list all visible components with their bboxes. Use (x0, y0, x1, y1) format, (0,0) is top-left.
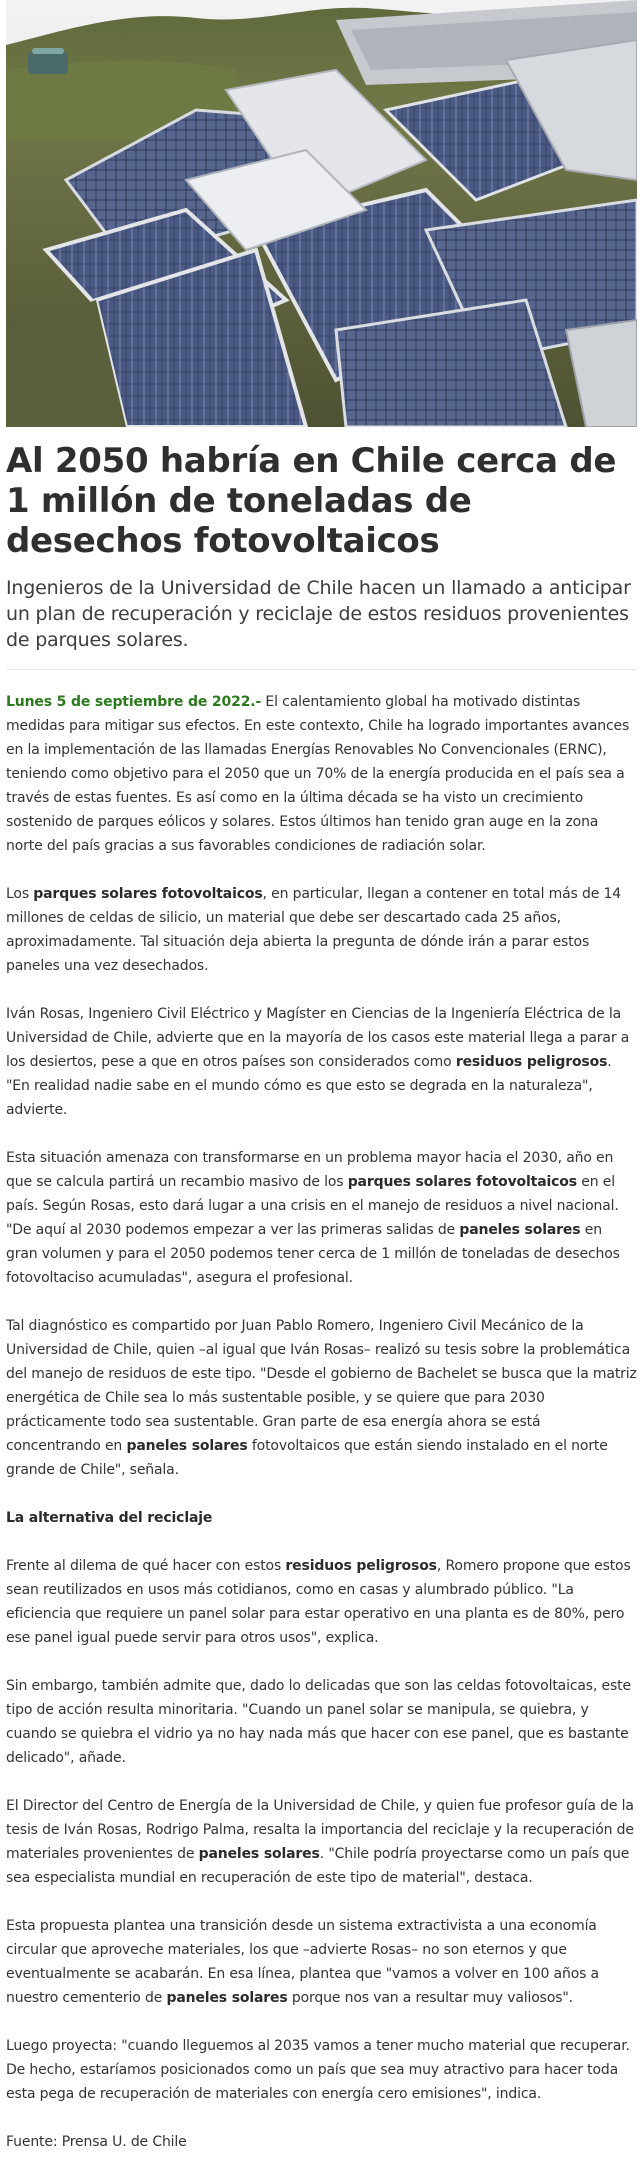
paragraph-text: El Director del Centro de Energía de la Universidad de Chile, y quien fue profesor guía de la tesis de Iván Rosas, Rodrigo Palma, resalta la importancia del reciclaje y la recuperación de materiales provenientes de (6, 1798, 634, 1862)
solar-panels-illustration (6, 0, 637, 427)
keyword: residuos peligrosos (285, 1558, 437, 1574)
paragraph-text: en gran volumen y para el 2050 podemos tener cerca de 1 millón de toneladas de desechos fotovoltaciso acumuladas", asegura el profesional. (6, 1222, 620, 1286)
paragraph-4 (6, 1146, 637, 1290)
paragraph-text: , en particular, llegan a contener en total más de 14 millones de celdas de silicio, un material que debe ser descartado cada 25 años, aproximadamente. Tal situación deja abierta la pregunta de dónde irán a parar estos paneles una vez desechados. (6, 886, 621, 974)
paragraph-8 (6, 1794, 637, 1890)
paragraph-9 (6, 1914, 637, 2010)
paragraph-text: Los (6, 886, 34, 902)
paragraph-1 (6, 690, 637, 858)
paragraph-text: en el país. Según Rosas, esto dará lugar a una crisis en el manejo de residuos a nivel nacional. "De aquí al 2030 podemos empezar a ver las primeras salidas de (6, 1174, 619, 1238)
paragraph-text: porque nos van a resultar muy valiosos". (287, 1990, 573, 2006)
keyword: paneles solares (198, 1846, 320, 1862)
paragraph-text: . "Chile podría proyectarse como un país que sea especialista mundial en recuperación de este tipo de material", destaca. (6, 1846, 630, 1886)
article-source: Fuente: Prensa U. de Chile (6, 2134, 187, 2150)
keyword: parques solares fotovoltaicos (347, 1174, 577, 1190)
article-subtitle: Ingenieros de la Universidad de Chile hacen un llamado a anticipar un plan de recuperación y reciclaje de estos residuos provenientes de parques solares. (6, 577, 631, 651)
paragraph-text: Frente al dilema de qué hacer con estos (6, 1558, 286, 1574)
article-date: Lunes 5 de septiembre de 2022.- (6, 694, 262, 710)
paragraph-text: Iván Rosas, Ingeniero Civil Eléctrico y Magíster en Ciencias de la Ingeniería Eléctrica de la Universidad de Chile, advierte que en la mayoría de los casos este material llega a parar a los desiertos, pese a que en otros países son considerados como (6, 1006, 630, 1070)
paragraph-text: El calentamiento global ha motivado distintas medidas para mitigar sus efectos. En este contexto, Chile ha logrado importantes avances en la implementación de las llamadas Energías Renovables No Convencionales (ERNC), teniendo como objetivo para el 2050 que un 70% de la energía producida en el país sea a través de estas fuentes. Es así como en la última década se ha visto un crecimiento sostenido de parques eólicos y solares. Estos últimos han tenido gran auge en la zona norte del país gracias a sus favorables condiciones de radiación solar. (6, 694, 630, 854)
page-title: Al 2050 habría en Chile cerca de 1 millón de toneladas de desechos fotovoltaicos (6, 441, 617, 561)
paragraph-10: Luego proyecta: "cuando lleguemos al 2035 vamos a tener mucho material que recuperar. De hecho, estaríamos posicionados como un país que sea muy atractivo para hacer toda esta pega de recuperación de materiales con energía cero emisiones", indica. (6, 2038, 630, 2102)
keyword: paneles solares (459, 1222, 581, 1238)
paragraph-text: , Romero propone que estos sean reutilizados en usos más cotidianos, como en casas y alumbrado público. "La eficiencia que requiere un panel solar para estar operativo en una planta es de 80%, pero ese panel igual puede servir para otros usos", explica. (6, 1558, 631, 1646)
paragraph-text: Tal diagnóstico es compartido por Juan Pablo Romero, Ingeniero Civil Mecánico de la Universidad de Chile, quien –al igual que Iván Rosas– realizó su tesis sobre la problemática del manejo de residuos de este tipo. "Desde el gobierno de Bachelet se busca que la matriz energética de Chile sea lo más sustentable posible, y se quiere que para 2030 prácticamente todo sea sustentable. Gran parte de esa energía ahora se está concentrando en (6, 1318, 637, 1454)
paragraph-7: Sin embargo, también admite que, dado lo delicadas que son las celdas fotovoltaicas, este tipo de acción resulta minoritaria. "Cuando un panel solar se manipula, se quiebra, y cuando se quiebra el vidrio ya no hay nada más que hacer con ese panel, que es bastante delicado", añade. (6, 1678, 631, 1766)
paragraph-2 (6, 882, 637, 978)
article-body (6, 690, 637, 2178)
paragraph-text: Esta situación amenaza con transformarse en un problema mayor hacia el 2030, año en que se calcula partirá un recambio masivo de los (6, 1150, 614, 1190)
keyword: paneles solares (126, 1438, 248, 1454)
section-heading: La alternativa del reciclaje (6, 1510, 213, 1526)
hero-image (6, 0, 637, 427)
paragraph-6 (6, 1554, 637, 1650)
paragraph-text: Esta propuesta plantea una transición desde un sistema extractivista a una economía circular que aproveche materiales, los que –advierte Rosas– no son eternos y que eventualmente se acabarán. En esa línea, plantea que "vamos a volver en 100 años a nuestro cementerio de (6, 1918, 599, 2006)
keyword: paneles solares (166, 1990, 288, 2006)
divider (6, 669, 637, 670)
keyword: parques solares fotovoltaicos (33, 886, 263, 902)
paragraph-5 (6, 1314, 637, 1482)
paragraph-text: . "En realidad nadie sabe en el mundo cómo es que esto se degrada en la naturaleza", advierte. (6, 1054, 612, 1118)
paragraph-3 (6, 1002, 637, 1122)
keyword: residuos peligrosos (455, 1054, 608, 1070)
paragraph-text: fotovoltaicos que están siendo instalado en el norte grande de Chile", señala. (6, 1438, 608, 1478)
